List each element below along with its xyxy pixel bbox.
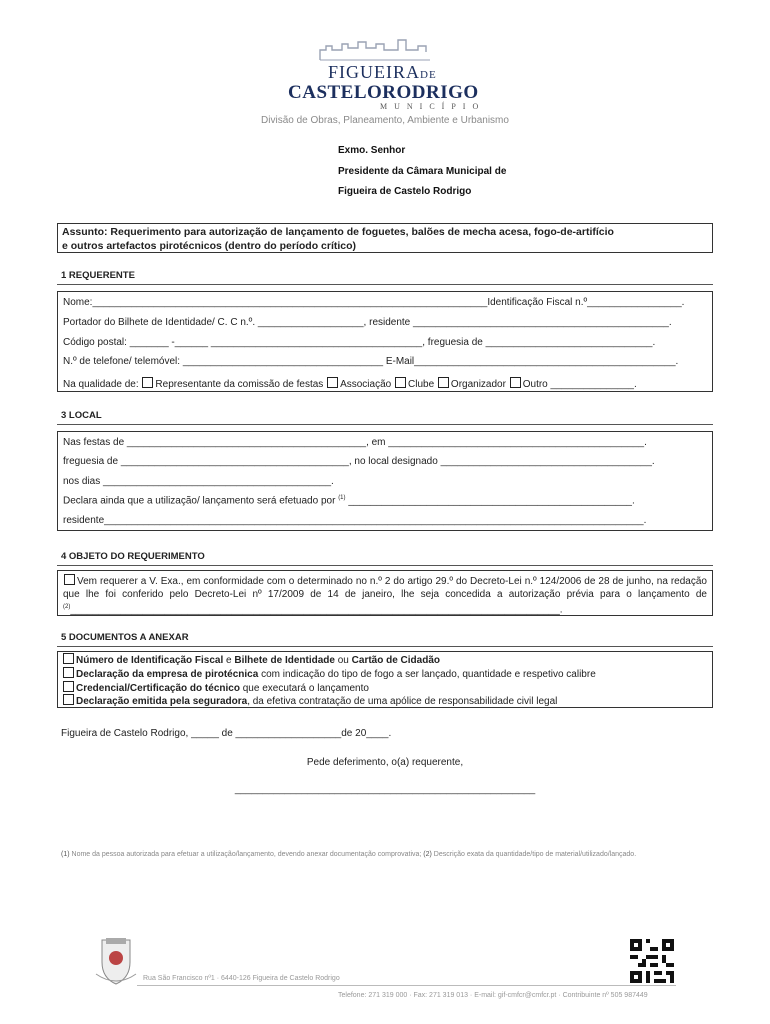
capacity-row [63,377,637,390]
section-3-box [57,431,713,531]
checkbox-request[interactable] [64,574,75,585]
municipality-logo [288,38,488,116]
capacity-option-representative: Representante da comissão de festas [155,379,324,390]
castle-logo-icon [318,38,438,64]
section-5-title: 5 DOCUMENTOS A ANEXAR [61,632,189,643]
checkbox-doc-credential[interactable] [63,681,74,692]
resident-field[interactable]: residente_________________________________________________________________________________________________. [63,515,647,526]
section-3-title: 3 LOCAL [61,410,102,421]
phone-email-field[interactable]: N.º de telefone/ telemóvel: ____________________________________ E-Mail_______________________________________________. [63,356,679,367]
postal-code-field[interactable]: Código postal: _______ -______ ______________________________________, freguesia de ______________________________. [63,337,656,348]
doc-item-3: Credencial/Certificação do técnico que executará o lançamento [62,681,369,694]
signature-line[interactable]: ______________________________________________________ [234,784,536,795]
addressee-line-2: Presidente da Câmara Municipal de [338,166,507,177]
checkbox-association[interactable] [327,377,338,388]
footer-contacts: Telefone: 271 319 000 · Fax: 271 319 013 · E-mail: gif-cmfcr@cmfcr.pt · Contribuinte nº 505 987449 [338,992,648,999]
festival-field[interactable]: Nas festas de ___________________________________________, em ______________________________________________. [63,437,647,448]
checkbox-club[interactable] [395,377,406,388]
doc-item-2: Declaração da empresa de pirotécnica com indicação do tipo de fogo a ser lançado, quantidade e respetivo calibre [62,667,596,680]
section-4-title: 4 OBJETO DO REQUERIMENTO [61,551,205,562]
coat-of-arms-icon [92,934,140,988]
subject-line-2: e outros artefactos pirotécnicos (dentro do período crítico) [62,240,357,252]
section-5-divider [57,646,713,647]
doc-item-4: Declaração emitida pela seguradora, da efetiva contratação de uma apólice de responsabilidade civil legal [62,694,557,707]
capacity-option-association: Associação [340,379,392,390]
capacity-label: Na qualidade de: [63,379,139,390]
subject-line-1: Assunto: Requerimento para autorização de lançamento de foguetes, balões de mecha acesa, fogo-de-artifício [62,226,614,238]
request-object-text [63,574,707,616]
capacity-option-other[interactable]: Outro _______________. [522,379,637,390]
addressee-line-3: Figueira de Castelo Rodrigo [338,186,472,197]
footer-address: Rua São Francisco nº1 · 6440-126 Figueira de Castelo Rodrigo [143,975,340,982]
logo-line-3: MUNICÍPIO [380,102,486,111]
footnote-ref-1: (1) [338,495,346,501]
logo-line-1: FIGUEIRADE [328,62,437,82]
checkbox-organizer[interactable] [438,377,449,388]
checkbox-doc-insurance[interactable] [63,694,74,705]
subject-box [57,223,713,253]
logo-line-2: CASTELORODRIGO [288,82,479,103]
parish-location-field[interactable]: freguesia de _________________________________________, no local designado ______________________________________. [63,456,655,467]
footnotes: (1) Nome da pessoa autorizada para efetuar a utilização/lançamento, devendo anexar documentação comprovativa; (2) Descrição exata da quantidade/tipo de material/utilizado/lançado. [61,851,637,858]
section-1-title: 1 REQUERENTE [61,270,135,281]
operator-label: Declara ainda que a utilização/ lançamento será efetuado por [63,495,336,507]
date-line[interactable]: Figueira de Castelo Rodrigo, _____ de ___________________de 20____. [61,728,392,739]
dates-field[interactable]: nos dias _________________________________________. [63,476,334,487]
checkbox-other[interactable] [510,377,521,388]
section-4-divider [57,565,713,566]
id-card-field[interactable]: Portador do Bilhete de Identidade/ C. C n.º. ___________________, residente ______________________________________________. [63,317,672,328]
capacity-option-organizer: Organizador [450,379,506,390]
checkbox-representative[interactable] [142,377,153,388]
checkbox-doc-company-declaration[interactable] [63,667,74,678]
section-4-box [57,570,713,616]
section-5-box [57,651,713,708]
section-1-box [57,291,713,392]
operator-field[interactable] [63,495,635,506]
operator-blank[interactable]: ___________________________________________________. [348,495,635,507]
qr-code-icon [630,939,674,983]
name-field[interactable]: Nome:_______________________________________________________________________Identificação Fiscal n.º_________________. [63,297,685,308]
section-3-divider [57,424,713,425]
request-object-blank[interactable]: ________________________________________________________________________________________. [70,604,563,616]
checkbox-doc-nif[interactable] [63,653,74,664]
addressee-line-1: Exmo. Senhor [338,145,406,156]
request-deferral: Pede deferimento, o(a) requerente, [306,757,464,768]
doc-item-1: Número de Identificação Fiscal e Bilhete de Identidade ou Cartão de Cidadão [62,653,440,666]
request-object-body: Vem requerer a V. Exa., em conformidade com o determinado no n.º 2 do artigo 29.º do Decreto-Lei n.º 124/2006 de 28 de junho, na redação que lhe foi conferido pelo Decreto-Lei nº 17/2009 de 14 de janeiro, lhe seja concedida a autorização prévia para o lançamento de [63,576,707,600]
capacity-option-club: Clube [408,379,435,390]
division-name: Divisão de Obras, Planeamento, Ambiente e Urbanismo [261,115,509,126]
section-1-divider [57,284,713,285]
footer-divider [137,985,676,986]
footnote-ref-2: (2) [63,604,71,610]
